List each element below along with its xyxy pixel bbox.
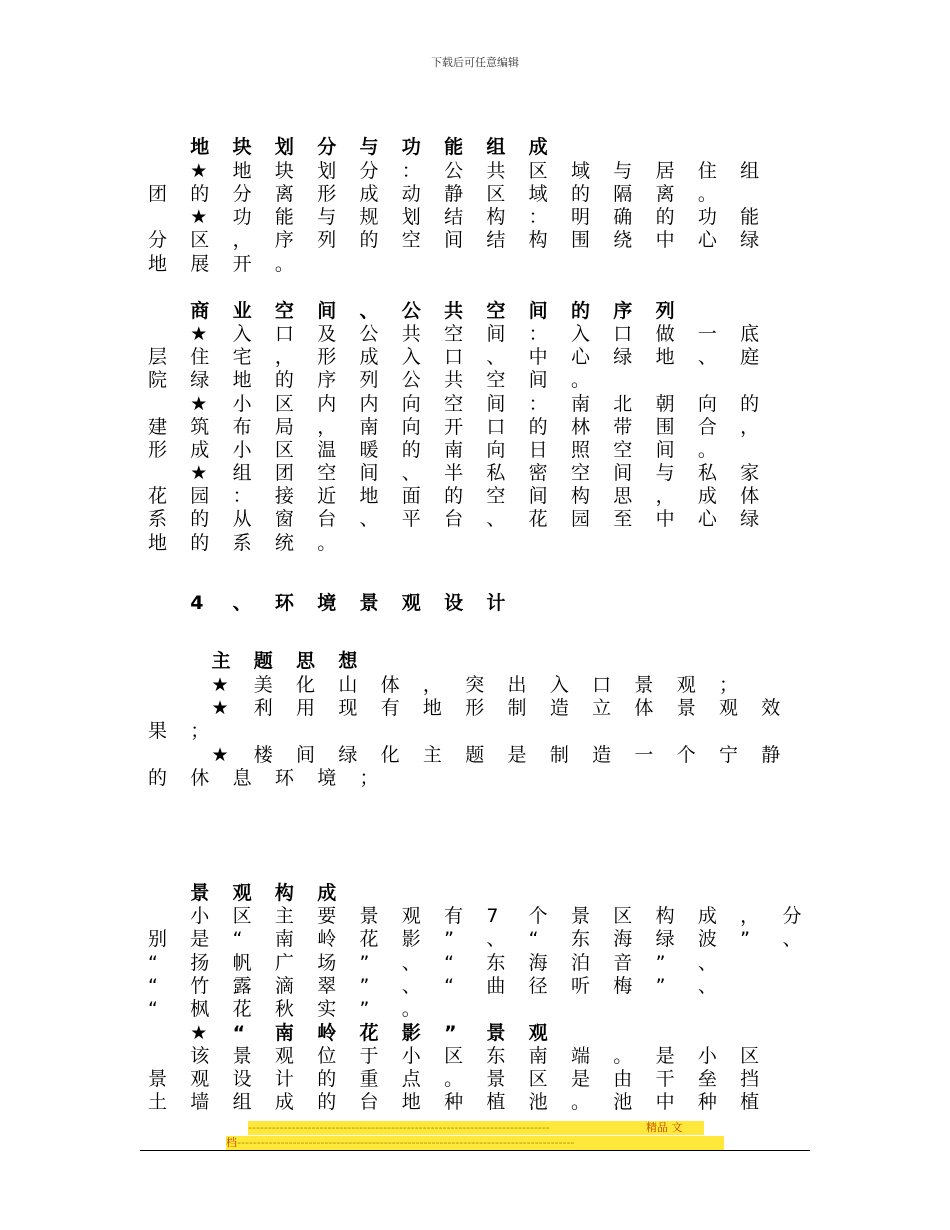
text-line: 主 题 思 想 [211, 650, 358, 672]
text-line: ★ 楼 间 绿 化 主 题 是 制 造 一 个 宁 静 [211, 744, 781, 766]
text-line: 地 块 划 分 与 功 能 组 成 [190, 136, 548, 158]
footer-label: 精品 文 [646, 1121, 683, 1134]
text-line: 院 绿 地 的 序 列 公 共 空 间 。 [148, 369, 590, 391]
footer-dashes-2: 档‑‑‑‑‑‑‑‑‑‑‑‑‑‑‑‑‑‑‑‑‑‑‑‑‑‑‑‑‑‑‑‑‑‑‑‑‑‑‑‑‑‑‑‑‑‑‑‑‑‑‑‑‑‑‑‑‑‑‑‑‑‑‑‑‑‑‑‑‑‑‑‑‑‑‑‑‑‑‑‑‑‑‑‑‑ [226, 1136, 575, 1149]
text-line: 小 区 主 要 景 观 有 7 个 景 区 构 成 ， 分 [190, 905, 802, 927]
text-line: 系 的 从 窗 台 、 平 台 、 花 园 至 中 心 绿 [148, 508, 760, 530]
text-line: 景 观 构 成 [190, 882, 337, 904]
text-line: 景 观 设 计 的 重 点 。 景 区 是 由 干 垒 挡 [148, 1068, 760, 1090]
text-line: “ 竹 露 滴 翠 ” 、 “ 曲 径 听 梅 ” 、 [148, 975, 717, 997]
text-line: ★ 入 口 及 公 共 空 间 ： 入 口 做 一 底 [190, 323, 760, 345]
text-line: ★ “ 南 岭 花 影 ” 景 观 [190, 1022, 548, 1044]
footer-dashes: ‑‑‑‑‑‑‑‑‑‑‑‑‑‑‑‑‑‑‑‑‑‑‑‑‑‑‑‑‑‑‑‑‑‑‑‑‑‑‑‑‑‑‑‑‑‑‑‑‑‑‑‑‑‑‑‑‑‑‑‑‑‑‑‑‑‑‑‑‑‑‑‑‑‑‑‑ [248, 1121, 550, 1134]
text-line: ★ 地 块 划 分 ： 公 共 区 域 与 居 住 组 [190, 160, 760, 182]
text-line: “ 枫 花 秋 实 ” 。 [148, 998, 421, 1020]
text-line: 4 、 环 境 景 观 设 计 [190, 592, 506, 614]
text-line: 商 业 空 间 、 公 共 空 间 的 序 列 [190, 300, 675, 322]
text-line: 团 的 分 离 形 成 动 静 区 域 的 隔 离 。 [148, 183, 717, 205]
text-line: 土 墙 组 成 的 台 地 种 植 池 。 池 中 种 植 [148, 1091, 760, 1113]
text-line: ★ 小 区 内 内 向 空 间 ： 南 北 朝 向 的 [190, 393, 760, 415]
text-line: “ 扬 帆 广 场 ” 、 “ 东 海 泊 音 ” 、 [148, 952, 717, 974]
text-line: 建 筑 布 局 ， 南 向 开 口 的 林 带 围 合 ， [148, 416, 760, 438]
text-line: 该 景 观 位 于 小 区 东 南 端 。 是 小 区 [190, 1045, 760, 1067]
text-line: 形 成 小 区 温 暖 的 南 向 日 照 空 间 。 [148, 439, 717, 461]
footer-rule [140, 1150, 810, 1151]
text-line: 花 园 ： 接 近 地 面 的 空 间 构 思 ， 成 体 [148, 485, 760, 507]
text-line: 层 住 宅 ， 形 成 入 口 、 中 心 绿 地 、 庭 [148, 346, 760, 368]
text-line: 的 休 息 环 境 ； [148, 767, 379, 789]
text-line: 地 的 系 统 。 [148, 532, 337, 554]
page-header: 下载后可任意编辑 [431, 56, 519, 69]
text-line: ★ 利 用 现 有 地 形 制 造 立 体 景 观 效 [211, 697, 781, 719]
text-line: 别 是 “ 南 岭 花 影 ” 、 “ 东 海 绿 波 ” 、 [148, 928, 802, 950]
text-line: 果 ； [148, 720, 210, 742]
text-line: ★ 功 能 与 规 划 结 构 ： 明 确 的 功 能 [190, 206, 760, 228]
footer-label-2: 档 [226, 1136, 237, 1149]
text-line: ★ 美 化 山 体 ， 突 出 入 口 景 观 ； [211, 674, 739, 696]
text-line: 地 展 开 。 [148, 253, 294, 275]
text-line: 分 区 ， 序 列 的 空 间 结 构 围 绕 中 心 绿 [148, 229, 760, 251]
text-line: ★ 组 团 空 间 、 半 私 密 空 间 与 私 家 [190, 462, 760, 484]
